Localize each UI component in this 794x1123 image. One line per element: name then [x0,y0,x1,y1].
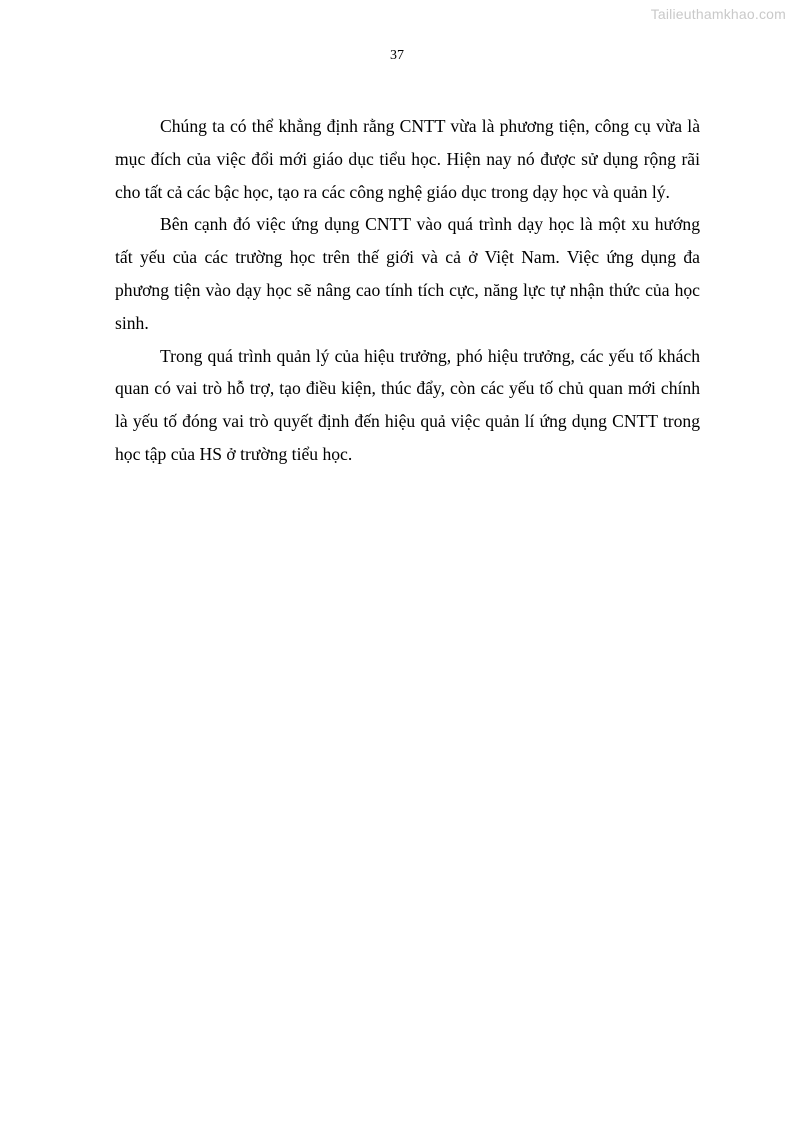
paragraph: Bên cạnh đó việc ứng dụng CNTT vào quá trình dạy học là một xu hướng tất yếu của các trường học trên thế giới và cả ở Việt Nam. Việc ứng dụng đa phương tiện vào dạy học sẽ nâng cao tính tích cực, năng lực tự nhận thức của học sinh. [115,214,700,333]
page-number: 37 [390,48,404,63]
watermark: Tailieuthamkhao.com [650,6,786,22]
paragraph: Trong quá trình quản lý của hiệu trưởng, phó hiệu trưởng, các yếu tố khách quan có vai trò hỗ trợ, tạo điều kiện, thúc đẩy, còn các yếu tố chủ quan mới chính là yếu tố đóng vai trò quyết định đến hiệu quả việc quản lí ứng dụng CNTT trong học tập của HS ở trường tiểu học. [115,345,700,464]
document-body [115,110,700,471]
paragraph: Chúng ta có thể khẳng định rằng CNTT vừa là phương tiện, công cụ vừa là mục đích của việc đổi mới giáo dục tiểu học. Hiện nay nó được sử dụng rộng rãi cho tất cả các bậc học, tạo ra các công nghệ giáo dục trong dạy học và quản lý. [115,116,700,202]
